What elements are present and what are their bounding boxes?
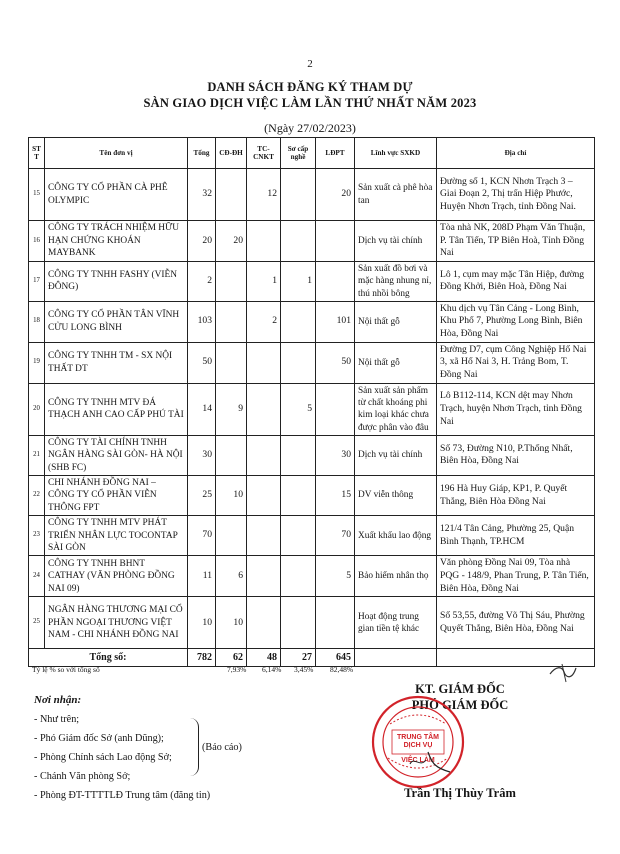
row-so-cap: [281, 342, 316, 383]
row-unit-name: CÔNG TY TNHH FASHY (VIỄN ĐÔNG): [45, 261, 188, 301]
row-unit-name: CÔNG TY TNHH BHNT CATHAY (VĂN PHÒNG ĐỒNG NAI 09): [45, 556, 188, 597]
table-row: [29, 435, 595, 475]
row-cd-dh: [216, 435, 247, 475]
row-so-cap: 1: [281, 261, 316, 301]
signature-subtitle: PHÓ GIÁM ĐỐC: [411, 698, 509, 712]
recipient-item: - Như trên;: [34, 714, 80, 725]
row-address: Số 73, Đường N10, P.Thống Nhất, Biên Hòa, Đồng Nai: [437, 435, 595, 475]
row-unit-name: CÔNG TY TÀI CHÍNH TNHH NGÂN HÀNG SÀI GÒN- HÀ NỘI (SHB FC): [45, 435, 188, 475]
row-cd-dh: 10: [216, 597, 247, 649]
row-so-cap: [281, 301, 316, 342]
table-row: [29, 261, 595, 301]
row-stt: 23: [29, 516, 45, 556]
table-row: [29, 383, 595, 435]
row-ldpt: 101: [316, 301, 355, 342]
row-tc-cnkt: [247, 435, 281, 475]
row-unit-name: CÔNG TY CỔ PHẦN CÀ PHÊ OLYMPIC: [45, 169, 188, 221]
row-ldpt: 70: [316, 516, 355, 556]
official-stamp: [370, 694, 466, 790]
bracket: [190, 718, 199, 776]
row-cd-dh: 10: [216, 475, 247, 515]
row-ldpt: [316, 383, 355, 435]
ratio-row: [28, 665, 594, 677]
totals-ldpt: 645: [316, 649, 355, 667]
totals-so-cap: 27: [281, 649, 316, 667]
row-unit-name: CHI NHÁNH ĐỒNG NAI – CÔNG TY CỔ PHẦN VIỄN THÔNG FPT: [45, 475, 188, 515]
svg-text:VIỆC LÀM: VIỆC LÀM: [401, 757, 435, 764]
row-address: Số 53,55, đường Võ Thị Sáu, Phường Quyết Thắng, Biên Hòa, Đồng Nai: [437, 597, 595, 649]
row-so-cap: [281, 169, 316, 221]
row-so-cap: 5: [281, 383, 316, 435]
row-ldpt: [316, 261, 355, 301]
totals-tc-cnkt: 48: [247, 649, 281, 667]
row-total: 14: [188, 383, 216, 435]
row-so-cap: [281, 221, 316, 262]
row-stt: 24: [29, 556, 45, 597]
row-so-cap: [281, 516, 316, 556]
row-field: Sản xuất cà phê hòa tan: [355, 169, 437, 221]
row-cd-dh: 9: [216, 383, 247, 435]
row-ldpt: 50: [316, 342, 355, 383]
header-address: Địa chỉ: [437, 138, 595, 169]
row-stt: 22: [29, 475, 45, 515]
row-stt: 21: [29, 435, 45, 475]
registration-table: [28, 137, 595, 667]
row-field: Xuất khẩu lao động: [355, 516, 437, 556]
row-stt: 16: [29, 221, 45, 262]
row-ldpt: [316, 597, 355, 649]
header-tc-cnkt: TC-CNKT: [247, 138, 281, 169]
totals-cd-dh: 62: [216, 649, 247, 667]
table-row: [29, 556, 595, 597]
ratio-so-cap: 3,45%: [294, 665, 314, 674]
table-row: [29, 597, 595, 649]
row-address: Văn phòng Đồng Nai 09, Tòa nhà PQG - 148/9, Phan Trung, P. Tân Tiến, Biên Hòa, Đồng Nai: [437, 556, 595, 597]
row-field: DV viễn thông: [355, 475, 437, 515]
row-unit-name: CÔNG TY TNHH MTV ĐÁ THẠCH ANH CAO CẤP PHÚ TÀI: [45, 383, 188, 435]
header-so-cap: Sơ cấp nghề: [281, 138, 316, 169]
svg-text:TRUNG TÂM: TRUNG TÂM: [397, 734, 439, 741]
row-total: 50: [188, 342, 216, 383]
row-total: 25: [188, 475, 216, 515]
row-tc-cnkt: 1: [247, 261, 281, 301]
row-tc-cnkt: [247, 475, 281, 515]
row-tc-cnkt: 12: [247, 169, 281, 221]
header-total: Tổng: [188, 138, 216, 169]
header-ldpt: LĐPT: [316, 138, 355, 169]
row-unit-name: CÔNG TY TNHH TM - SX NỘI THẤT DT: [45, 342, 188, 383]
row-total: 2: [188, 261, 216, 301]
row-total: 32: [188, 169, 216, 221]
recipient-item: - Chánh Văn phòng Sở;: [34, 771, 131, 782]
ratio-ldpt: 82,48%: [330, 665, 354, 674]
signature-title: KT. GIÁM ĐỐC: [415, 682, 505, 696]
row-ldpt: 30: [316, 435, 355, 475]
row-cd-dh: [216, 342, 247, 383]
table-row: [29, 169, 595, 221]
row-total: 10: [188, 597, 216, 649]
row-field: Sản xuất sản phẩm từ chất khoáng phi kim loại khác chưa được phân vào đâu: [355, 383, 437, 435]
recipient-item: - Phòng ĐT-TTTTLĐ Trung tâm (đăng tin): [34, 790, 211, 801]
row-cd-dh: 6: [216, 556, 247, 597]
header-stt: ST T: [29, 138, 45, 169]
row-stt: 15: [29, 169, 45, 221]
row-cd-dh: [216, 516, 247, 556]
row-address: Lô B112-114, KCN dệt may Nhơn Trạch, huyện Nhơn Trạch, tỉnh Đồng Nai: [437, 383, 595, 435]
row-ldpt: [316, 221, 355, 262]
row-tc-cnkt: [247, 383, 281, 435]
row-so-cap: [281, 597, 316, 649]
row-field: Nội thất gỗ: [355, 301, 437, 342]
row-address: 121/4 Tân Cảng, Phường 25, Quận Bình Thạnh, TP.HCM: [437, 516, 595, 556]
table-row: [29, 301, 595, 342]
row-tc-cnkt: [247, 221, 281, 262]
row-tc-cnkt: [247, 516, 281, 556]
row-address: Đường số 1, KCN Nhơn Trạch 3 – Giai Đoạn 2, Thị trấn Hiệp Phước, Huyện Nhơn Trạch, tỉnh Đồng Nai.: [437, 169, 595, 221]
row-stt: 19: [29, 342, 45, 383]
signer-name: Trần Thị Thùy Trâm: [404, 786, 516, 800]
row-unit-name: CÔNG TY TRÁCH NHIỆM HỮU HẠN CHỨNG KHOÁN MAYBANK: [45, 221, 188, 262]
row-address: Lô 1, cụm may mặc Tân Hiệp, đường Đồng Khởi, Biên Hoà, Đồng Nai: [437, 261, 595, 301]
row-address: Đường D7, cụm Công Nghiệp Hố Nai 3, xã Hố Nai 3, H. Trảng Bom, T. Đồng Nai: [437, 342, 595, 383]
row-address: Khu dịch vụ Tân Cảng - Long Bình, Khu Phố 7, Phường Long Bình, Biên Hòa, Đồng Nai: [437, 301, 595, 342]
header-field: Lĩnh vực SXKD: [355, 138, 437, 169]
row-tc-cnkt: [247, 342, 281, 383]
table-row: [29, 221, 595, 262]
row-total: 103: [188, 301, 216, 342]
row-ldpt: 5: [316, 556, 355, 597]
row-cd-dh: 20: [216, 221, 247, 262]
row-stt: 18: [29, 301, 45, 342]
row-stt: 17: [29, 261, 45, 301]
row-field: Dịch vụ tài chính: [355, 435, 437, 475]
recipient-item: - Phó Giám đốc Sở (anh Dũng);: [34, 733, 164, 744]
ratio-label: Tỷ lệ % so với tổng số: [32, 665, 100, 674]
row-total: 11: [188, 556, 216, 597]
totals-total: 782: [188, 649, 216, 667]
row-so-cap: [281, 435, 316, 475]
row-field: Nội thất gỗ: [355, 342, 437, 383]
row-cd-dh: [216, 261, 247, 301]
row-so-cap: [281, 556, 316, 597]
row-cd-dh: [216, 169, 247, 221]
row-total: 30: [188, 435, 216, 475]
row-total: 20: [188, 221, 216, 262]
row-field: Hoạt động trung gian tiền tệ khác: [355, 597, 437, 649]
row-stt: 20: [29, 383, 45, 435]
totals-label: Tổng số:: [29, 649, 188, 667]
row-ldpt: 20: [316, 169, 355, 221]
header-unit: Tên đơn vị: [45, 138, 188, 169]
row-unit-name: CÔNG TY TNHH MTV PHÁT TRIỂN NHÂN LỰC TOCONTAP SÀI GÒN: [45, 516, 188, 556]
row-ldpt: 15: [316, 475, 355, 515]
header-cd-dh: CĐ-ĐH: [216, 138, 247, 169]
page-number: 2: [307, 58, 313, 70]
row-cd-dh: [216, 301, 247, 342]
table-row: [29, 342, 595, 383]
document-date: (Ngày 27/02/2023): [264, 121, 356, 135]
row-field: Dịch vụ tài chính: [355, 221, 437, 262]
document-title: DANH SÁCH ĐĂNG KÝ THAM DỰ: [207, 80, 413, 94]
svg-text:DỊCH VỤ: DỊCH VỤ: [403, 742, 433, 749]
row-stt: 25: [29, 597, 45, 649]
row-tc-cnkt: 2: [247, 301, 281, 342]
row-address: 196 Hà Huy Giáp, KP1, P. Quyết Thắng, Biên Hòa Đồng Nai: [437, 475, 595, 515]
row-so-cap: [281, 475, 316, 515]
handwritten-mark: [548, 662, 578, 684]
recipients-heading: Nơi nhận:: [34, 694, 82, 706]
row-address: Tòa nhà NK, 208D Phạm Văn Thuận, P. Tân Tiến, TP Biên Hoà, Tỉnh Đồng Nai: [437, 221, 595, 262]
document-subtitle: SÀN GIAO DỊCH VIỆC LÀM LẦN THỨ NHẤT NĂM 2023: [143, 96, 477, 110]
row-tc-cnkt: [247, 556, 281, 597]
ratio-cd-dh: 7,93%: [227, 665, 247, 674]
row-tc-cnkt: [247, 597, 281, 649]
table-row: [29, 475, 595, 515]
ratio-tc-cnkt: 6,14%: [262, 665, 282, 674]
row-unit-name: NGÂN HÀNG THƯƠNG MẠI CỔ PHẦN NGOẠI THƯƠNG VIỆT NAM - CHI NHÁNH ĐỒNG NAI: [45, 597, 188, 649]
recipient-item: - Phòng Chính sách Lao động Sở;: [34, 752, 172, 763]
bracket-note: (Báo cáo): [202, 742, 242, 753]
row-total: 70: [188, 516, 216, 556]
row-unit-name: CÔNG TY CỔ PHẦN TÂN VĨNH CỬU LONG BÌNH: [45, 301, 188, 342]
table-header-row: [29, 138, 595, 169]
row-field: Sản xuất đồ bơi và mặc hàng nhung nỉ, thú nhồi bông: [355, 261, 437, 301]
table-row: [29, 516, 595, 556]
row-field: Bảo hiểm nhân thọ: [355, 556, 437, 597]
